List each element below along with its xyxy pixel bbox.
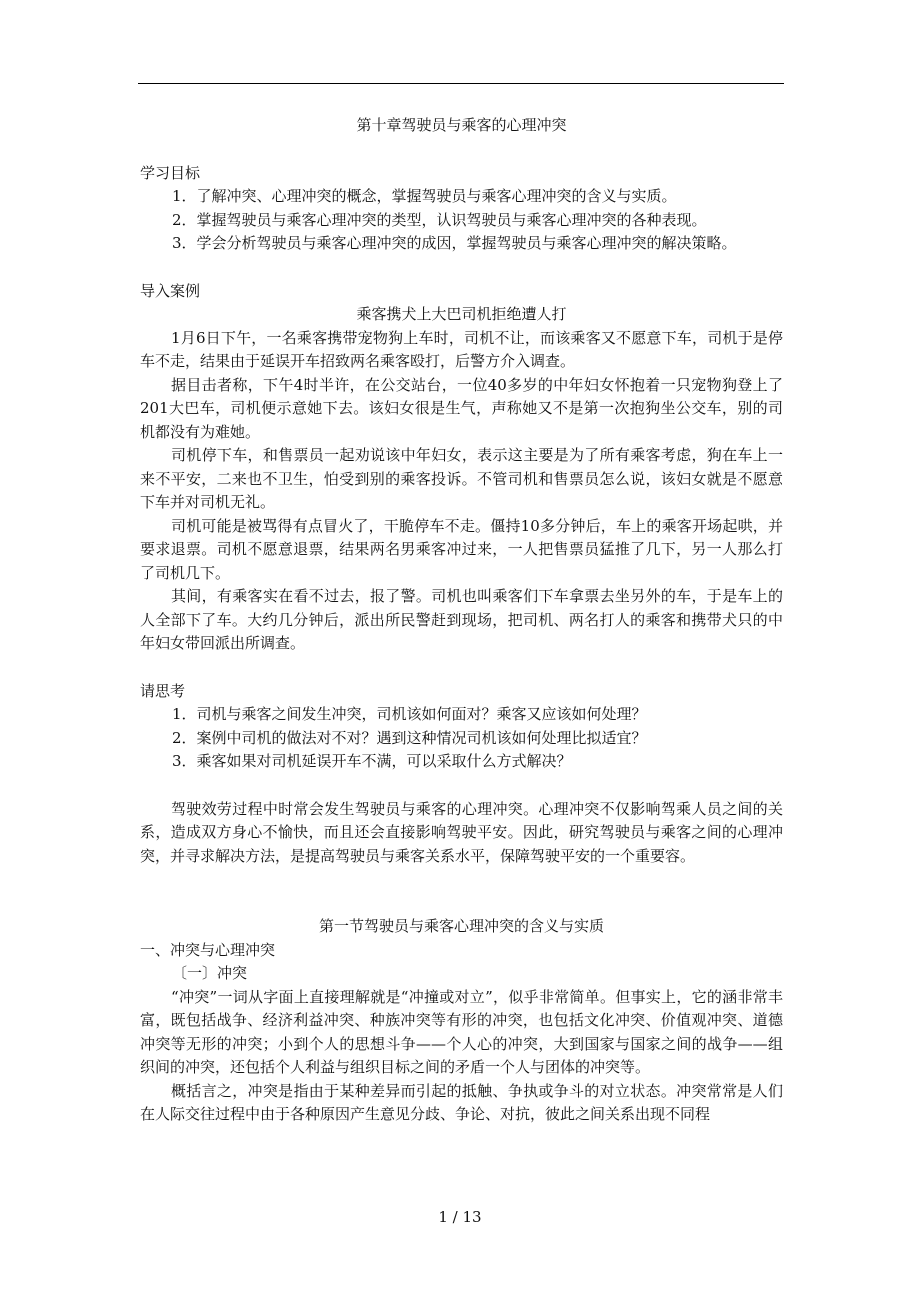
case-paragraph: 据目击者称，下午4时半许，在公交站台，一位40多岁的中年妇女怀抱着一只宠物狗登上了201大巴车，司机便示意她下去。该妇女很是生气，声称她又不是第一次抱狗坐公交车，别的司机都没有为难她。 [140,375,783,441]
section-paragraph: 概括言之，冲突是指由于某种差异而引起的抵触、争执或争斗的对立状态。冲突常常是人们在人际交往过程中由于各种原因产生意见分歧、争论、对抗，彼此之间关系出现不同程 [140,1081,783,1123]
objective-item: 1．了解冲突、心理冲突的概念，掌握驾驶员与乘客心理冲突的含义与实质。 [172,187,677,205]
section-title: 第一节驾驶员与乘客心理冲突的含义与实质 [318,917,604,935]
objective-item: 2．掌握驾驶员与乘客心理冲突的类型，认识驾驶员与乘客心理冲突的各种表现。 [172,210,707,229]
question-item: 2．案例中司机的做法对不对？遇到这种情况司机该如何处理比拟适宜？ [172,728,647,747]
section-subheading: 一、冲突与心理冲突 [140,940,276,959]
case-paragraph: 1月6日下午，一名乘客携带宠物狗上车时，司机不让，而该乘客又不愿意下车，司机于是停车不走，结果由于延误开车招致两名乘客殴打，后警方介入调查。 [140,328,783,370]
case-paragraph: 司机可能是被骂得有点冒火了，干脆停车不走。僵持10多分钟后，车上的乘客开场起哄，并要求退票。司机不愿意退票，结果两名男乘客冲过来，一人把售票员猛推了几下，另一人那么打了司机几下。 [140,516,783,582]
case-heading: 导入案例 [140,281,201,300]
case-title: 乘客携犬上大巴司机拒绝遭人打 [356,305,567,323]
section-subsubheading: 〔一〕冲突 [172,964,248,982]
header-rule [138,83,784,84]
objectives-heading: 学习目标 [140,163,201,182]
question-item: 3．乘客如果对司机延误开车不满，可以采取什么方式解决？ [172,752,572,770]
page-number: 1 / 13 [438,1208,482,1226]
case-paragraph: 其间，有乘客实在看不过去，报了警。司机也叫乘客们下车拿票去坐另外的车，于是车上的人全部下了车。大约几分钟后，派出所民警赶到现场，把司机、两名打人的乘客和携带犬只的中年妇女带回派出所调查。 [140,587,783,652]
page-content [140,114,783,1127]
intro-paragraph: 驾驶效劳过程中时常会发生驾驶员与乘客的心理冲突。心理冲突不仅影响驾乘人员之间的关系，造成双方身心不愉快，而且还会直接影响驾驶平安。因此，研究驾驶员与乘客之间的心理冲突，并寻求解决方法，是提高驾驶员与乘客关系水平，保障驾驶平安的一个重要容。 [140,799,783,865]
questions-heading: 请思考 [140,681,186,700]
question-item: 1．司机与乘客之间发生冲突，司机该如何面对？乘客又应该如何处理？ [172,705,647,723]
chapter-title: 第十章驾驶员与乘客的心理冲突 [356,116,567,134]
section-paragraph: “冲突”一词从字面上直接理解就是“冲撞或对立”，似乎非常简单。但事实上，它的涵非常丰富，既包括战争、经济利益冲突、种族冲突等有形的冲突，也包括文化冲突、价值观冲突、道德冲突等无形的冲突；小到个人的思想斗争——个人心的冲突，大到国家与国家之间的战争——组织间的冲突，还包括个人利益与组织目标之间的矛盾一个人与团体的冲突等。 [140,987,783,1076]
objective-item: 3．学会分析驾驶员与乘客心理冲突的成因，掌握驾驶员与乘客心理冲突的解决策略。 [172,234,737,252]
case-paragraph: 司机停下车，和售票员一起劝说该中年妇女，表示这主要是为了所有乘客考虑，狗在车上一来不平安，二来也不卫生，怕受到别的乘客投诉。不管司机和售票员怎么说，该妇女就是不愿意下车并对司机无礼。 [140,446,783,511]
